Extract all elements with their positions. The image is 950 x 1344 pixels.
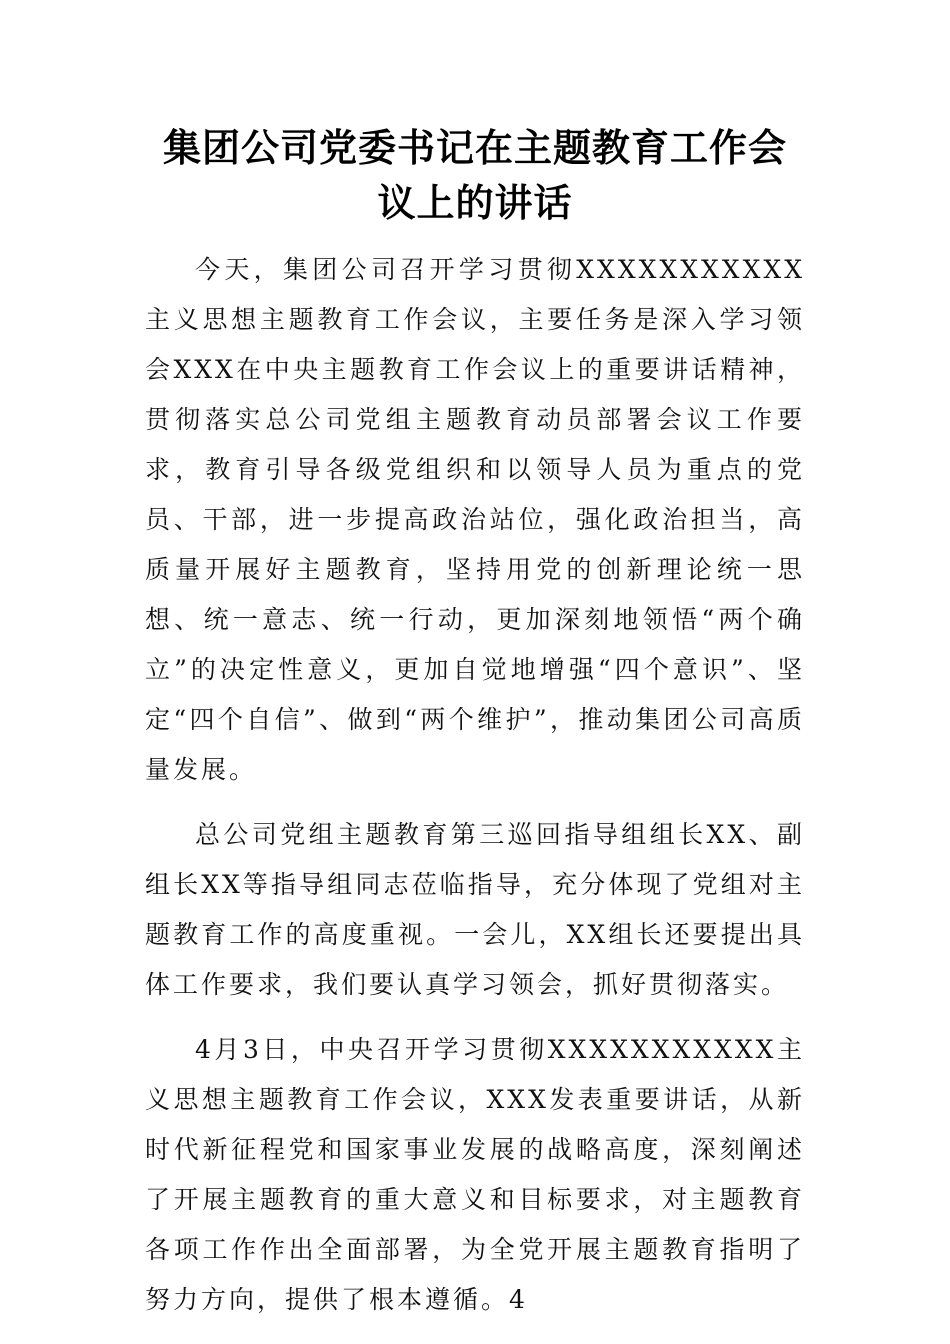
- document-title: 集团公司党委书记在主题教育工作会议上的讲话: [162, 125, 787, 225]
- paragraph-central-meeting: 4月3日，中央召开学习贯彻XXXXXXXXXXX主义思想主题教育工作会议，XXX发表重要讲话，从新时代新征程党和国家事业发展的战略高度，深刻阐述了开展主题教育的重大意义和目标要求，对主题教育各项工作作出全面部署，为全党开展主题教育指明了努力方向，提供了根本遵循。4: [145, 1035, 805, 1314]
- document-body: [145, 245, 805, 1340]
- paragraph-opening: 今天，集团公司召开学习贯彻XXXXXXXXXXX主义思想主题教育工作会议，主要任务是深入学习领会XXX在中央主题教育工作会议上的重要讲话精神，贯彻落实总公司党组主题教育动员部署会议工作要求，教育引导各级党组织和以领导人员为重点的党员、干部，进一步提高政治站位，强化政治担当，高质量开展好主题教育，坚持用党的创新理论统一思想、统一意志、统一行动，更加深刻地领悟“两个确立”的决定性意义，更加自觉地增强“四个意识”、坚定“四个自信”、做到“两个维护”，推动集团公司高质量发展。: [145, 255, 805, 784]
- paragraph-guidance-group: 总公司党组主题教育第三巡回指导组组长XX、副组长XX等指导组同志莅临指导，充分体现了党组对主题教育工作的高度重视。一会儿，XX组长还要提出具体工作要求，我们要认真学习领会，抓好贯彻落实。: [145, 820, 805, 999]
